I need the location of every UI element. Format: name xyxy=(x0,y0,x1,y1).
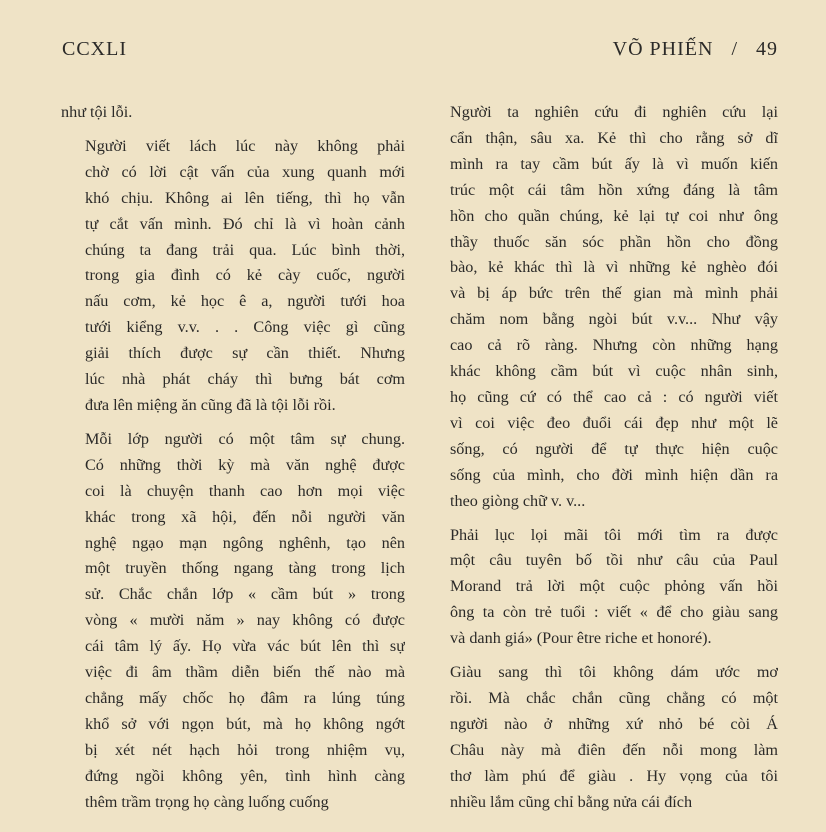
author-name: VÕ PHIẾN xyxy=(612,38,714,60)
text-line: chẳng mấy chốc họ đâm ra lúng túng xyxy=(85,688,405,707)
text-line: lúc nhà phát cháy thì bưng bát cơm xyxy=(85,370,405,389)
text-line: bị xét nét hạch hỏi trong nhiệm vụ, xyxy=(85,740,405,759)
text-line: vòng « mười năm » nay không có được xyxy=(85,611,405,630)
page-number: 49 xyxy=(756,38,778,60)
text-line: Phải lục lọi mãi tôi mới tìm ra được xyxy=(450,525,778,544)
text-line: khác không cầm bút vì cuộc nhân sinh, xyxy=(450,362,778,381)
text-line: sống, có người để tự thực hiện cuộc xyxy=(450,439,778,458)
paragraph xyxy=(61,100,405,126)
running-head xyxy=(613,38,778,61)
text-line: Người ta nghiên cứu đi nghiên cứu lại xyxy=(450,103,778,121)
text-line: trong gia đình có kẻ cày cuốc, người xyxy=(85,266,405,285)
text-line: thơ làm phú để giàu . Hy vọng của tôi xyxy=(450,766,778,785)
chapter-number: CCXLI xyxy=(62,38,127,60)
text-line: người nào ở những xứ nhỏ bé còi Á xyxy=(450,714,778,733)
paragraph xyxy=(61,427,405,816)
text-line: vì coi việc đeo đuổi cái đẹp như một lẽ xyxy=(450,413,778,432)
left-column xyxy=(61,100,405,823)
text-line: và danh giá» (Pour être riche et honoré). xyxy=(450,629,712,648)
text-line: Có những thời kỳ mà văn nghệ được xyxy=(85,455,405,474)
text-line: cao cả rõ ràng. Nhưng còn những hạng xyxy=(450,336,778,355)
paragraph xyxy=(426,660,778,815)
text-line: bào, kẻ khác thì là vì những kẻ nghèo đói xyxy=(450,258,778,277)
text-line: đưa lên miệng ăn cũng đã là tội lỗi rồi. xyxy=(85,395,336,414)
text-line: một câu tuyên bố tồi như câu của Paul xyxy=(450,551,778,570)
text-line: nấu cơm, kẻ học ê a, người tưới hoa xyxy=(85,292,405,311)
text-line: cẩn thận, sâu xa. Kẻ thì cho rằng sở dĩ xyxy=(450,128,778,147)
text-line: chăm nom bằng ngòi bút v.v... Như vậy xyxy=(450,310,778,329)
text-line: họ cũng cứ có thể cao cả : có người viết xyxy=(450,387,778,406)
text-line: một truyền thống ngang tàng trong lịch xyxy=(85,559,405,578)
text-line: và bị áp bức trên thế gian mà mình phải xyxy=(450,284,778,303)
text-line: sống của mình, cho đời mình hiện dần ra xyxy=(450,465,778,484)
text-line: thêm trầm trọng họ càng luống cuống xyxy=(85,792,329,811)
text-line: cái tâm lý ấy. Họ vừa vác bút lên thì sự xyxy=(85,637,405,656)
text-line: Người viết lách lúc này không phải xyxy=(85,136,405,155)
text-line: hồn cho quần chúng, kẻ lại tự coi như ông xyxy=(450,206,778,225)
text-line: chúng ta đang trải qua. Lúc bình thời, xyxy=(85,240,405,259)
paragraph xyxy=(426,523,778,653)
text-line: như tội lỗi. xyxy=(61,103,133,121)
text-line: sử. Chắc chắn lớp « cầm bút » trong xyxy=(85,585,405,604)
text-line: ông ta còn trẻ tuổi : viết « để cho giàu sang xyxy=(450,603,778,622)
text-line: chờ có lời cật vấn của xung quanh mới xyxy=(85,162,405,181)
text-line: tự cắt vấn mình. Đó chỉ là vì hoàn cảnh xyxy=(85,214,405,233)
text-line: khác trong xã hội, đến nỗi người văn xyxy=(85,507,405,526)
text-line: Giàu sang thì tôi không dám ước mơ xyxy=(450,663,778,682)
text-line: tưới kiểng v.v. . . Công việc gì cũng xyxy=(85,318,405,337)
text-line: nhiều lắm cũng chỉ bằng nửa cái đích xyxy=(450,792,693,811)
text-line: đứng ngồi không yên, tình hình càng xyxy=(85,766,405,785)
text-line: việc đi âm thầm diễn biến thế nào mà xyxy=(85,663,405,682)
right-column xyxy=(426,100,778,823)
text-line: coi là chuyện thanh cao hơn mọi việc xyxy=(85,481,405,500)
text-line: Morand trả lời một cuộc phỏng vấn hồi xyxy=(450,577,778,596)
text-line: mình ra tay cầm bút ấy là vì muốn kiến xyxy=(450,154,778,173)
text-line: Mỗi lớp người có một tâm sự chung. xyxy=(85,429,405,448)
text-line: thầy thuốc săn sóc phần hồn cho đồng xyxy=(450,232,778,251)
header-separator: / xyxy=(731,38,738,60)
text-line: khó chịu. Không ai lên tiếng, thì họ vẫn xyxy=(85,188,405,207)
text-line: nghệ ngạo mạn ngông nghênh, tạo nên xyxy=(85,533,405,552)
paragraph xyxy=(426,100,778,515)
text-line: theo giòng chữ v. v... xyxy=(450,491,586,510)
text-line: Châu này mà điên đến nỗi mong làm xyxy=(450,740,778,759)
text-line: khổ sở với ngọn bút, mà họ không ngớt xyxy=(85,714,405,733)
paragraph xyxy=(61,134,405,419)
text-line: rồi. Mà chắc chắn cũng chẳng có một xyxy=(450,688,778,707)
text-line: giải thích được sự cần thiết. Nhưng xyxy=(85,344,405,363)
page-header xyxy=(62,38,778,68)
text-line: trúc một cái tâm hồn xứng đáng là tâm xyxy=(450,180,778,199)
